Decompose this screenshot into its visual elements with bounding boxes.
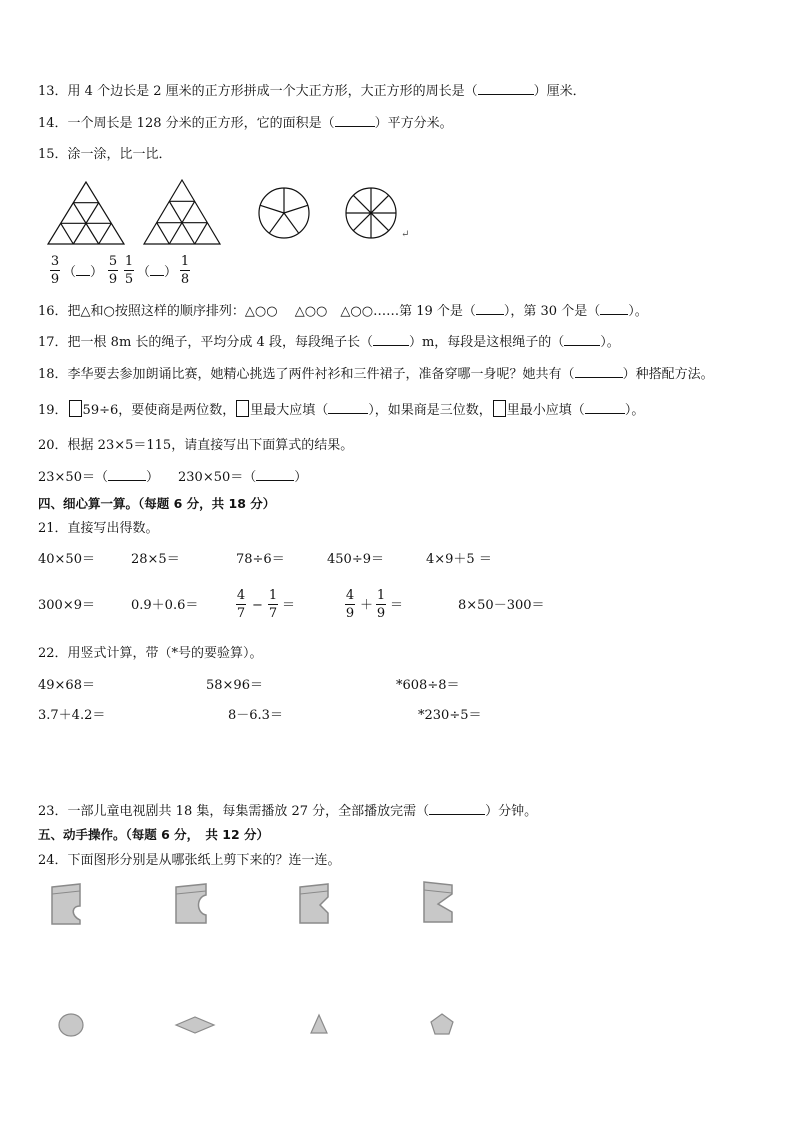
- vertical-calc-item[interactable]: *230÷5＝: [418, 708, 482, 723]
- question-text: 一部儿童电视剧共 18 集，每集需播放 27 分，全部播放完需（: [67, 804, 430, 819]
- question-text-mid: ），第 30 个是（: [503, 304, 601, 319]
- answer-blank[interactable]: [335, 114, 375, 127]
- question-number: 21．: [38, 521, 68, 536]
- fraction-4-9: [345, 588, 355, 621]
- paren-open: （: [63, 265, 77, 280]
- question-number: 18．: [38, 367, 68, 382]
- question-text: 用竖式计算，带（*号的要验算）。: [67, 646, 263, 661]
- paren-close: ）: [90, 265, 104, 280]
- denominator: 9: [345, 606, 355, 621]
- question-20: [38, 437, 353, 455]
- question-text: 用 4 个边长是 2 厘米的正方形拼成一个大正方形，大正方形的周长是（: [67, 84, 478, 99]
- calc-item[interactable]: 8×50－300＝: [458, 598, 545, 613]
- return-mark: ↵: [401, 229, 410, 240]
- question-text: 根据 23×5＝115，请直接写出下面算式的结果。: [67, 438, 354, 453]
- question-number: 20．: [38, 438, 68, 453]
- circle-eight-parts: [345, 187, 397, 239]
- paper-piece-1[interactable]: [50, 882, 84, 926]
- question-text-end: ）。: [600, 335, 620, 350]
- question-text-end: ）种搭配方法。: [622, 367, 714, 382]
- question-text-end: ）。: [628, 304, 648, 319]
- vertical-calc-item[interactable]: *608÷8＝: [396, 678, 460, 693]
- answer-blank[interactable]: [585, 401, 625, 414]
- denominator: 8: [180, 272, 190, 287]
- vertical-calc-item[interactable]: 49×68＝: [38, 678, 95, 693]
- vertical-calc-item[interactable]: 58×96＝: [206, 678, 263, 693]
- question-number: 13．: [38, 84, 68, 99]
- paren-close: ）: [164, 265, 178, 280]
- calc-item[interactable]: 4×9＋5 ＝: [426, 552, 492, 567]
- expression-text: 230×50＝（: [178, 470, 257, 485]
- denominator: 7: [236, 606, 246, 621]
- denominator: 5: [124, 272, 134, 287]
- fraction-1-9: [376, 588, 386, 621]
- calc-item[interactable]: 450÷9＝: [327, 552, 384, 567]
- question-number: 17．: [38, 335, 68, 350]
- numerator: 1: [180, 254, 190, 269]
- answer-blank[interactable]: [108, 468, 146, 481]
- question-text: 涂一涂，比一比．: [67, 147, 172, 162]
- vertical-calc-item[interactable]: 3.7＋4.2＝: [38, 708, 106, 723]
- question-23: [38, 802, 537, 821]
- circle-five-parts: [258, 187, 310, 239]
- denominator: 9: [108, 272, 118, 287]
- denominator: 9: [376, 606, 386, 621]
- numerator: 1: [376, 588, 386, 603]
- question-21: [38, 520, 159, 538]
- numerator: 3: [50, 254, 60, 269]
- denominator: 9: [50, 272, 60, 287]
- digit-box[interactable]: [69, 400, 82, 417]
- fraction-4-7: [236, 588, 246, 621]
- question-number: 14．: [38, 116, 68, 131]
- question-number: 23．: [38, 804, 68, 819]
- shape-triangle[interactable]: [310, 1014, 328, 1034]
- calc-item[interactable]: 78÷6＝: [236, 552, 285, 567]
- shape-pentagon[interactable]: [430, 1013, 454, 1035]
- fraction-1-8: [180, 254, 190, 287]
- numerator: 1: [124, 254, 134, 269]
- question-number: 16．: [38, 304, 68, 319]
- answer-blank[interactable]: [373, 333, 409, 346]
- question-13: [38, 82, 586, 101]
- question-19: [38, 400, 644, 420]
- question-text: 59÷6，要使商是两位数，: [82, 403, 236, 418]
- question-text-end: ）厘米．: [533, 84, 586, 99]
- question-text: 把△和○按照这样的顺序排列：△○○ △○○ △○○……第 19 个是（: [67, 304, 476, 319]
- fraction-1-7: [268, 588, 278, 621]
- digit-box[interactable]: [493, 400, 506, 417]
- triangle-grid-figure-1: [48, 182, 124, 244]
- expression-text: 23×50＝（: [38, 470, 108, 485]
- paren-close: ）: [145, 470, 159, 485]
- paper-piece-3[interactable]: [298, 883, 334, 925]
- question-15: [38, 146, 172, 164]
- question-16: [38, 302, 648, 321]
- answer-blank[interactable]: [256, 468, 294, 481]
- question-text-end: ）平方分米。: [374, 116, 453, 131]
- answer-blank[interactable]: [600, 302, 628, 315]
- question-text: 李华要去参加朗诵比赛，她精心挑选了两件衬衫和三件裙子，准备穿哪一身呢？她共有（: [67, 367, 575, 382]
- calc-item[interactable]: 0.9＋0.6＝: [131, 598, 199, 613]
- section-heading-4: 四、细心算一算。（每题 6 分，共 18 分）: [38, 496, 276, 511]
- expression-230x50: [178, 468, 307, 487]
- answer-blank[interactable]: [564, 333, 600, 346]
- question-14: [38, 114, 453, 133]
- answer-blank[interactable]: [328, 401, 368, 414]
- paper-piece-2[interactable]: [174, 883, 214, 925]
- numerator: 5: [108, 254, 118, 269]
- question-text: 里最大应填（: [250, 403, 329, 418]
- compare-slot-1[interactable]: [63, 263, 103, 282]
- question-22: [38, 645, 263, 663]
- answer-blank[interactable]: [150, 263, 164, 276]
- question-24: [38, 852, 341, 870]
- numerator: 4: [236, 588, 246, 603]
- calc-item[interactable]: 300×9＝: [38, 598, 95, 613]
- answer-blank[interactable]: [76, 263, 90, 276]
- denominator: 7: [268, 606, 278, 621]
- shape-rhombus[interactable]: [175, 1016, 215, 1034]
- question-text: 下面图形分别是从哪张纸上剪下来的？连一连。: [67, 853, 341, 868]
- question-text: ），如果商是三位数，: [368, 403, 492, 418]
- shape-circle[interactable]: [58, 1013, 84, 1037]
- question-text-mid: ）m，每段是这根绳子的（: [408, 335, 565, 350]
- compare-slot-2[interactable]: [137, 263, 177, 282]
- question-18: [38, 365, 714, 384]
- question-17: [38, 333, 620, 352]
- question-text-end: ）。: [624, 403, 645, 418]
- answer-blank[interactable]: [575, 365, 623, 378]
- question-number: 24．: [38, 853, 68, 868]
- calc-item[interactable]: 28×5＝: [131, 552, 180, 567]
- question-text: 把一根 8m 长的绳子，平均分成 4 段，每段绳子长（: [67, 335, 373, 350]
- question-text-end: ）分钟。: [485, 804, 538, 819]
- paper-piece-4[interactable]: [422, 880, 458, 924]
- answer-blank[interactable]: [478, 82, 534, 95]
- calc-item[interactable]: 40×50＝: [38, 552, 95, 567]
- equals-sign: ＝: [390, 598, 404, 613]
- question-number: 22．: [38, 646, 68, 661]
- question-text: 直接写出得数。: [67, 521, 159, 536]
- question-text: 里最小应填（: [506, 403, 585, 418]
- operator: ＋: [360, 598, 374, 613]
- fraction-5-9: [108, 254, 118, 287]
- numerator: 4: [345, 588, 355, 603]
- answer-blank[interactable]: [476, 302, 504, 315]
- section-heading-5: 五、动手操作。（每题 6 分， 共 12 分）: [38, 827, 270, 842]
- fraction-3-9: [50, 254, 60, 287]
- triangle-grid-figure-2: [144, 180, 220, 244]
- fraction-1-5: [124, 254, 134, 287]
- numerator: 1: [268, 588, 278, 603]
- vertical-calc-item[interactable]: 8－6.3＝: [228, 708, 283, 723]
- paren-open: （: [137, 265, 151, 280]
- answer-blank[interactable]: [429, 802, 485, 815]
- paren-close: ）: [294, 470, 308, 485]
- question-text: 一个周长是 128 分米的正方形，它的面积是（: [67, 116, 335, 131]
- expression-23x50: [38, 468, 159, 487]
- digit-box[interactable]: [236, 400, 249, 417]
- question-number: 19．: [38, 403, 68, 418]
- question-number: 15．: [38, 147, 68, 162]
- equals-sign: ＝: [282, 598, 296, 613]
- operator: −: [252, 598, 263, 613]
